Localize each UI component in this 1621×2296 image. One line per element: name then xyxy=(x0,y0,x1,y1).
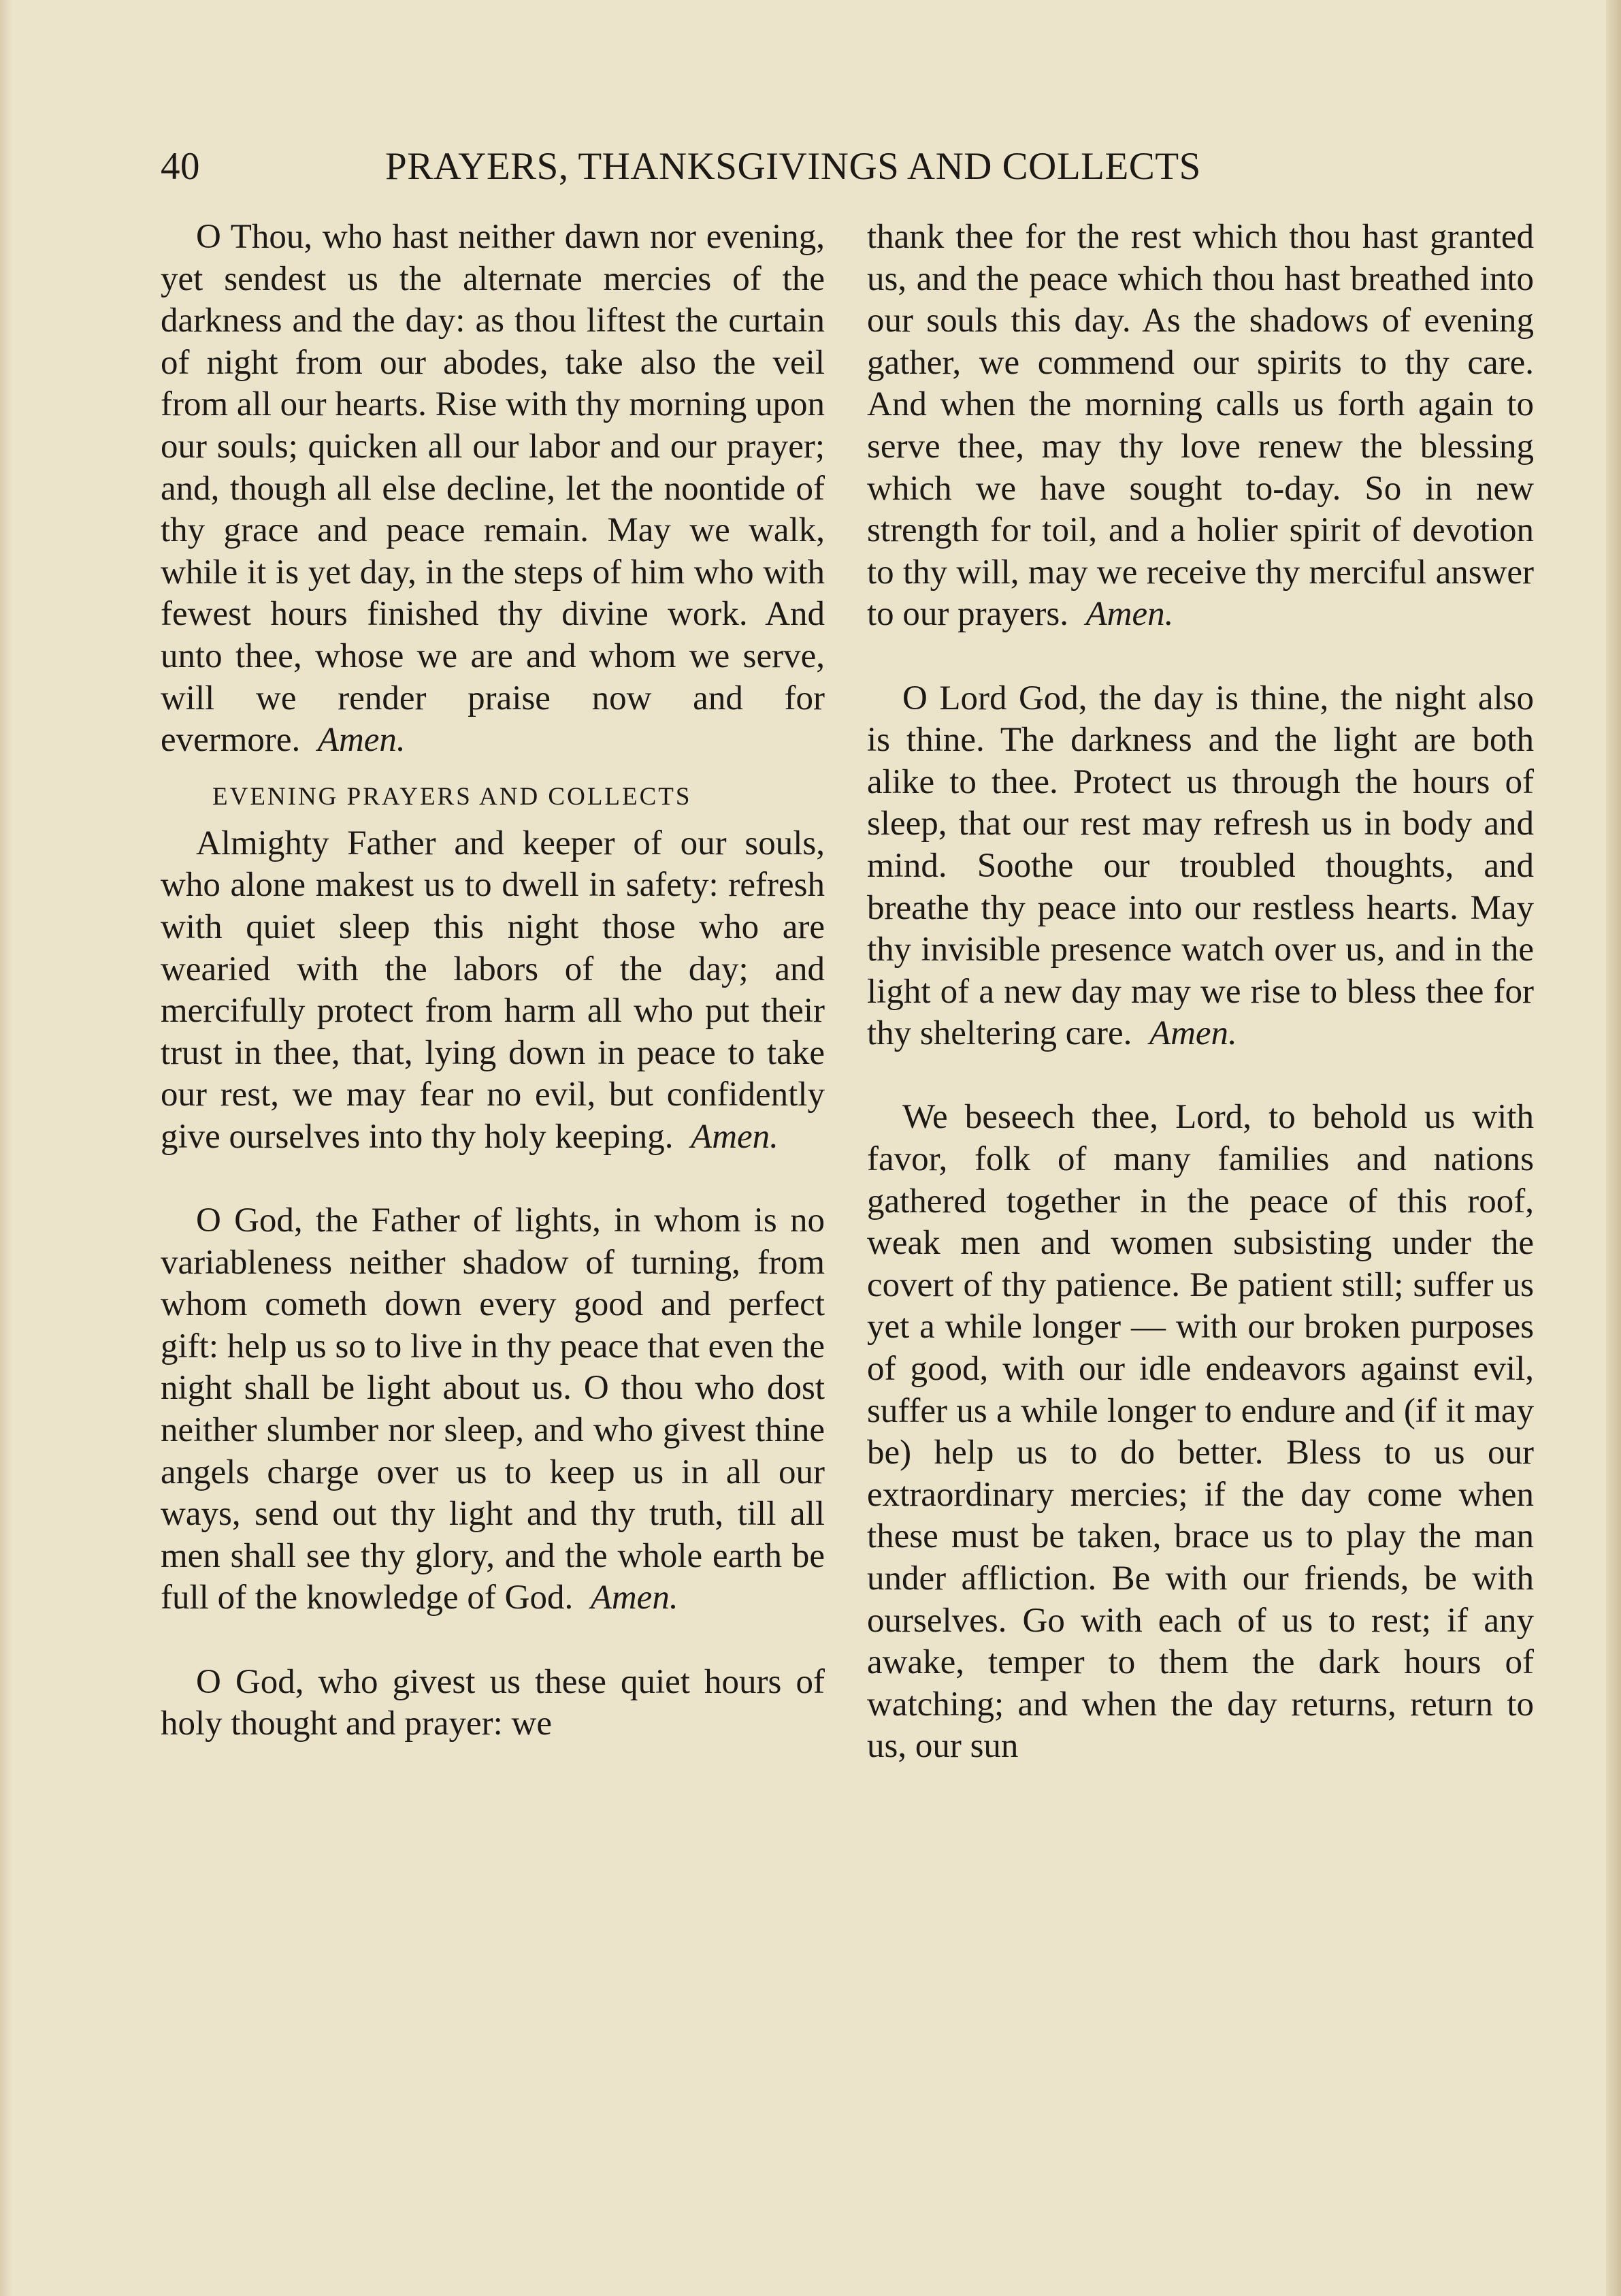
prayer-paragraph xyxy=(867,678,1534,1055)
prayer-text: Almighty Father and keeper of our souls, who alone makest us to dwell in safety: refresh with quiet sleep this night those who are wearied with the labors of the day; and mercifully protect from harm all who put their trust in thee, that, lying down in peace to take our rest, we may fear no evil, but confidently give ourselves into thy holy keeping. xyxy=(161,824,825,1156)
prayer-paragraph xyxy=(161,216,825,762)
page-number: 40 xyxy=(161,145,200,188)
page-edge-left xyxy=(0,0,12,2296)
prayer-text: O God, the Father of lights, in whom is no variableness neither shadow of turning, from whom cometh down every good and perfect gift: help us so to live in thy peace that even the night shall be light about us. O thou who dost neither slumber nor sleep, and who givest thine angels charge over us to keep us in all our ways, send out thy light and thy truth, till all men shall see thy glory, and the whole earth be full of the knowledge of God. xyxy=(161,1201,825,1617)
section-heading: EVENING PRAYERS AND COLLECTS xyxy=(212,782,692,811)
left-column xyxy=(161,216,825,1745)
amen-text: Amen. xyxy=(1085,595,1174,634)
amen-text: Amen. xyxy=(590,1579,678,1617)
prayer-paragraph xyxy=(867,1097,1534,1768)
prayer-text: O Lord God, the day is thine, the night also is thine. The darkness and the light are both alike to thee. Protect us through the hours of sleep, that our rest may refresh us in body and mind. Soothe our troubled thoughts, and breathe thy peace into our restless hearts. May thy invisible presence watch over us, and in the light of a new day may we rise to bless thee for thy sheltering care. xyxy=(867,679,1534,1053)
prayer-paragraph-continued xyxy=(867,216,1534,636)
prayer-text: We beseech thee, Lord, to behold us with favor, folk of many families and nations gathered together in the peace of this roof, weak men and women subsisting under the covert of thy patience. Be patient still; suffer us yet a while longer — with our broken purposes of good, with our idle endeavors against evil, suffer us a while longer to endure and (if it may be) help us to do better. Bless to us our extraordinary mercies; if the day come when these must be taken, brace us to play the man under affliction. Be with our friends, be with ourselves. Go with each of us to rest; if any awake, temper to them the dark hours of watching; and when the day returns, return to us, our sun xyxy=(867,1098,1534,1766)
amen-text: Amen. xyxy=(1149,1014,1237,1053)
prayer-paragraph xyxy=(161,1662,825,1745)
prayer-paragraph xyxy=(161,1200,825,1619)
prayer-text: thank thee for the rest which thou hast granted us, and the peace which thou hast breathed into our souls this day. As the shadows of evening gather, we commend our spirits to thy care. And when the morning calls us forth again to serve thee, may thy love renew the blessing which we have sought to-day. So in new strength for toil, and a holier spirit of devotion to thy will, may we receive thy merciful answer to our prayers. xyxy=(867,218,1534,634)
amen-text: Amen. xyxy=(317,721,406,760)
running-title: PRAYERS, THANKSGIVINGS AND COLLECTS xyxy=(385,145,1201,188)
prayer-paragraph xyxy=(161,823,825,1159)
page-edge-right xyxy=(1606,0,1621,2296)
amen-text: Amen. xyxy=(691,1117,779,1156)
page-header xyxy=(161,143,1304,191)
prayer-text: O Thou, who hast neither dawn nor evening, yet sendest us the alternate mercies of the darkness and the day: as thou liftest the curtain of night from our abodes, take also the veil from all our hearts. Rise with thy morning upon our souls; quicken all our labor and our prayer; and, though all else decline, let the noontide of thy grace and peace remain. May we walk, while it is yet day, in the steps of him who with fewest hours finished thy divine work. And unto thee, whose we are and whom we serve, will we render praise now and for evermore. xyxy=(161,218,825,760)
right-column xyxy=(867,216,1534,1768)
prayer-text: O God, who givest us these quiet hours of holy thought and prayer: we xyxy=(161,1662,825,1743)
